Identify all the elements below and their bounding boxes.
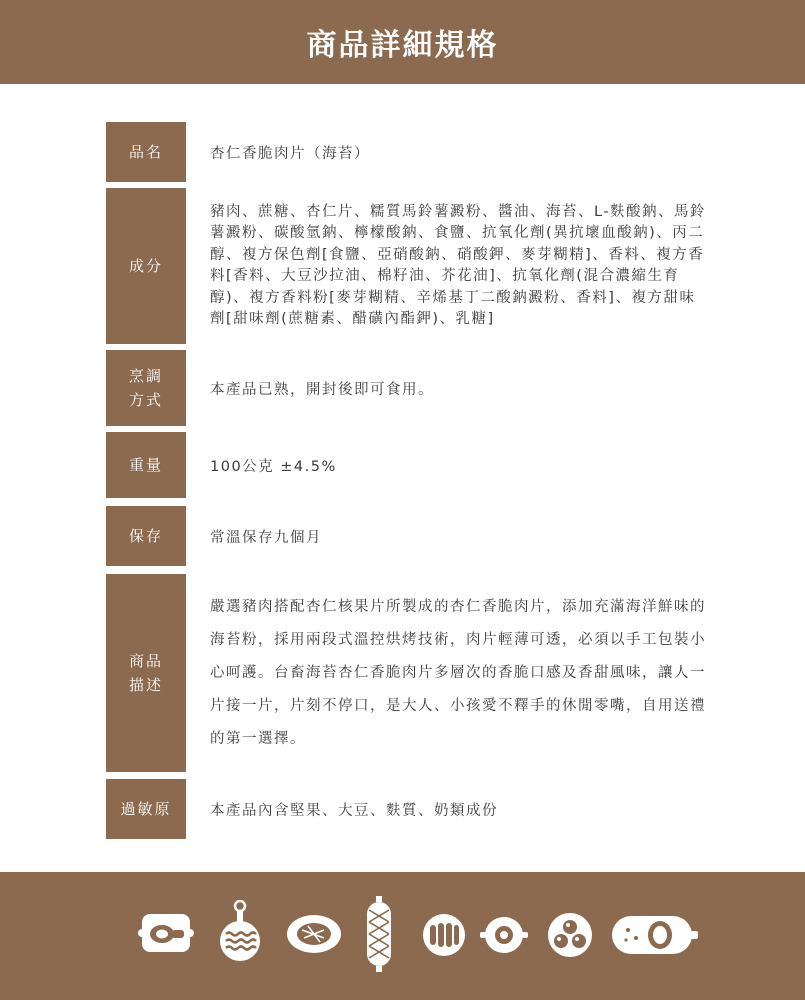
spec-value-cooking xyxy=(210,350,710,426)
storage-text: 常溫保存九個月 xyxy=(210,529,322,546)
spec-label-description: 商品 描述 xyxy=(106,574,186,772)
spec-label-weight: 重量 xyxy=(106,432,186,498)
sausage-icon xyxy=(364,896,394,972)
page-title: 商品詳細規格 xyxy=(306,28,499,63)
product-name-text: 杏仁香脆肉片（海苔） xyxy=(210,145,370,162)
spec-row-allergen xyxy=(106,779,726,839)
spec-row-weight xyxy=(106,432,726,498)
spec-value-name xyxy=(210,122,710,182)
spec-value-allergen xyxy=(210,779,710,839)
salami-icon xyxy=(612,916,698,954)
allergen-text: 本產品內含堅果、大豆、麩質、奶類成份 xyxy=(210,802,498,819)
spec-label-cooking: 烹調 方式 xyxy=(106,350,186,426)
weight-text: 100公克 ±4.5% xyxy=(210,458,337,475)
ham-icon xyxy=(138,910,194,956)
description-text: 嚴選豬肉搭配杏仁核果片所製成的杏仁香脆肉片，添加充滿海洋鮮味的海苔粉，採用兩段式溫控烘烤技術，肉片輕薄可透，必須以手工包裝小心呵護。台畜海苔杏仁香脆肉片多層次的香脆口感及香甜風味，讓人一片接一片，片刻不停口，是大人、小孩愛不釋手的休閒零嘴，自用送禮的第一選擇。 xyxy=(210,598,706,747)
spec-label-ingredients: 成分 xyxy=(106,188,186,344)
spec-value-description xyxy=(210,574,710,772)
spec-row-description xyxy=(106,574,726,772)
bacon-board-icon xyxy=(218,900,262,962)
spec-value-weight xyxy=(210,432,710,498)
spec-row-cooking xyxy=(106,350,726,426)
spec-label-allergen: 過敏原 xyxy=(106,779,186,839)
sausage-links-icon xyxy=(422,913,466,957)
ingredients-text: 豬肉、蔗糖、杏仁片、糯質馬鈴薯澱粉、醬油、海苔、L-麩酸鈉、馬鈴薯澱粉、碳酸氫鈉、檸檬酸鈉、食鹽、抗氧化劑(異抗壞血酸鈉)、丙二醇、複方保色劑[食鹽、亞硝酸鈉、硝酸鉀、麥芽糊精]、香料、複方香料[香料、大豆沙拉油、棉籽油、芥花油]、抗氧化劑(混合濃縮生育醇)、複方香料粉[麥芽糊精、辛烯基丁二酸鈉澱粉、香料]、複方甜味劑[甜味劑(蔗糖素、醋磺內酯鉀)、乳糖] xyxy=(210,203,707,327)
steak-icon xyxy=(286,914,342,954)
footer-icon-bar xyxy=(0,872,805,1000)
cooking-text: 本產品已熟，開封後即可食用。 xyxy=(210,381,434,398)
spec-value-storage xyxy=(210,506,710,566)
page-header xyxy=(0,0,805,84)
spec-label-storage: 保存 xyxy=(106,506,186,566)
meatballs-icon xyxy=(547,912,593,958)
spec-row-name xyxy=(106,122,726,182)
spec-row-ingredients xyxy=(106,188,726,344)
spec-label-name: 品名 xyxy=(106,122,186,182)
spec-row-storage xyxy=(106,506,726,566)
pork-slice-icon xyxy=(480,916,528,954)
spec-value-ingredients xyxy=(210,188,710,344)
